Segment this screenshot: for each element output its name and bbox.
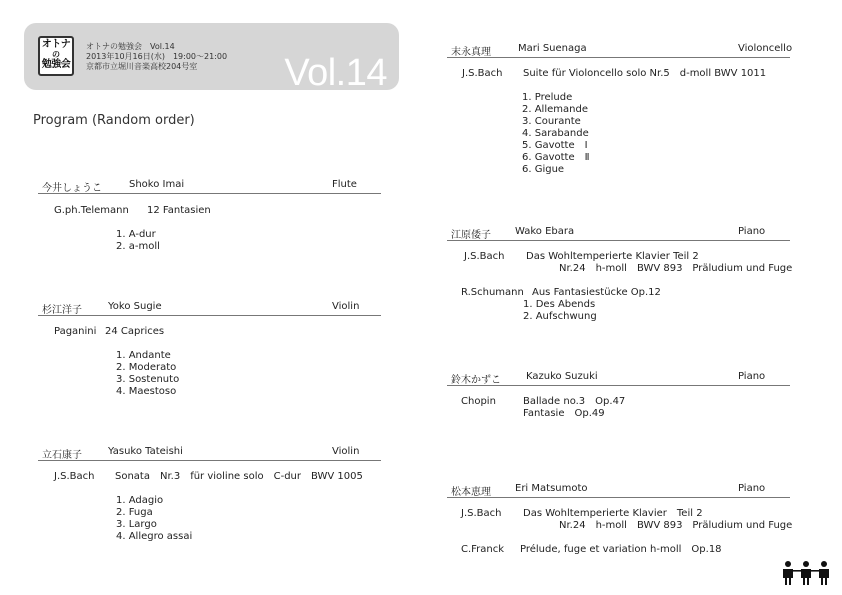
logo (38, 36, 74, 76)
movement: 3. Largo (116, 519, 157, 530)
performer-header (447, 370, 790, 386)
piece-title: Suite für Violoncello solo Nr.5 d-moll BWV 1011 (523, 68, 767, 79)
piece-title: Ballade no.3 Op.47 (523, 396, 626, 407)
performer-header (38, 445, 381, 461)
piece-subtitle: Nr.24 h-moll BWV 893 Präludium und Fuge (559, 520, 793, 531)
event-info (86, 42, 227, 72)
performer-suzuki (447, 370, 790, 430)
event-venue: 京都市立堀川音楽高校204号室 (86, 62, 198, 71)
performer-matsumoto (447, 482, 793, 562)
three-people-icon (780, 560, 832, 586)
performer-header (447, 42, 793, 58)
composer: C.Franck (461, 544, 505, 555)
piece-title: Prélude, fuge et variation h-moll Op.18 (520, 544, 722, 555)
movement: 1. Des Abends (523, 299, 596, 310)
movement: 4. Allegro assai (116, 531, 193, 542)
movement: 1. A-dur (116, 229, 156, 240)
composer: J.S.Bach (464, 251, 505, 262)
movement: 1. Adagio (116, 495, 164, 506)
performer-name-en: Wako Ebara (515, 226, 575, 237)
movement: 2. Aufschwung (523, 311, 597, 322)
movement: 1. Andante (116, 350, 171, 361)
movement: 2. a-moll (116, 241, 160, 252)
performer-tateishi (38, 445, 381, 545)
piece-subtitle: Fantasie Op.49 (523, 408, 605, 419)
movement-list (522, 92, 590, 176)
event-name: オトナの勉強会 Vol.14 (86, 42, 175, 51)
piece-title: Das Wohltemperierte Klavier Teil 2 (526, 251, 699, 262)
performer-name-en: Yoko Sugie (108, 301, 162, 312)
movement-list (523, 299, 597, 323)
performer-name-jp: 今井しょうこ (42, 183, 102, 194)
piece-subtitle: Nr.24 h-moll BWV 893 Präludium und Fuge (559, 263, 793, 274)
movement-list (116, 350, 179, 398)
performer-name-jp: 松本恵理 (451, 487, 491, 498)
performer-header (38, 300, 381, 316)
movement: 3. Sostenuto (116, 374, 180, 385)
piece-title: Sonata Nr.3 für violine solo C-dur BWV 1005 (115, 471, 363, 482)
performer-header (447, 482, 790, 498)
performer-instrument: Violoncello (738, 43, 793, 54)
performer-instrument: Violin (332, 301, 360, 312)
performer-header (447, 225, 790, 241)
logo-line-2: の (52, 50, 60, 59)
composer: Paganini (54, 326, 97, 337)
performer-name-en: Eri Matsumoto (515, 483, 588, 494)
movement: 3. Courante (522, 116, 581, 127)
movement-list (116, 495, 192, 543)
performer-name-jp: 杉江洋子 (42, 305, 82, 316)
piece-title: 12 Fantasien (147, 205, 211, 216)
header-box (24, 23, 399, 94)
performer-name-jp: 立石康子 (42, 450, 82, 461)
movement: 5. Gavotte Ⅰ (522, 140, 588, 151)
performer-imai (38, 178, 381, 258)
performer-name-jp: 末永真理 (451, 47, 491, 58)
program-title: Program (Random order) (33, 113, 195, 128)
movement: 2. Allemande (522, 104, 588, 115)
movement: 6. Gavotte Ⅱ (522, 152, 590, 163)
performer-name-jp: 鈴木かずこ (451, 375, 501, 386)
logo-line-1: オトナ (41, 39, 71, 50)
performer-instrument: Piano (738, 483, 766, 494)
performer-instrument: Piano (738, 371, 766, 382)
movement: 1. Prelude (522, 92, 573, 103)
performer-instrument: Violin (332, 446, 360, 457)
piece-title: 24 Caprices (105, 326, 165, 337)
piece-title: Das Wohltemperierte Klavier Teil 2 (523, 508, 703, 519)
performer-name-en: Yasuko Tateishi (108, 446, 183, 457)
performer-suenaga (447, 42, 793, 182)
performer-header (38, 178, 381, 194)
movement: 2. Moderato (116, 362, 177, 373)
movement: 4. Sarabande (522, 128, 589, 139)
logo-line-3: 勉強会 (41, 59, 71, 70)
composer: J.S.Bach (54, 471, 95, 482)
performer-name-en: Shoko Imai (129, 179, 185, 190)
performer-name-jp: 江原倭子 (451, 230, 491, 241)
movement: 6. Gigue (522, 164, 565, 175)
performer-name-en: Kazuko Suzuki (526, 371, 598, 382)
event-date: 2013年10月16日(水) 19:00～21:00 (86, 52, 228, 61)
performer-ebara (447, 225, 793, 325)
movement: 4. Maestoso (116, 386, 177, 397)
movement: 2. Fuga (116, 507, 153, 518)
movement-list (116, 229, 160, 253)
performer-instrument: Flute (332, 179, 357, 190)
composer: R.Schumann (461, 287, 524, 298)
piece-title: Aus Fantasiestücke Op.12 (532, 287, 661, 298)
performer-name-en: Mari Suenaga (518, 43, 587, 54)
composer: Chopin (461, 396, 496, 407)
composer: J.S.Bach (461, 508, 502, 519)
performer-sugie (38, 300, 381, 400)
composer: J.S.Bach (462, 68, 503, 79)
composer: G.ph.Telemann (54, 205, 129, 216)
performer-instrument: Piano (738, 226, 766, 237)
volume-number: Vol.14 (284, 52, 387, 94)
